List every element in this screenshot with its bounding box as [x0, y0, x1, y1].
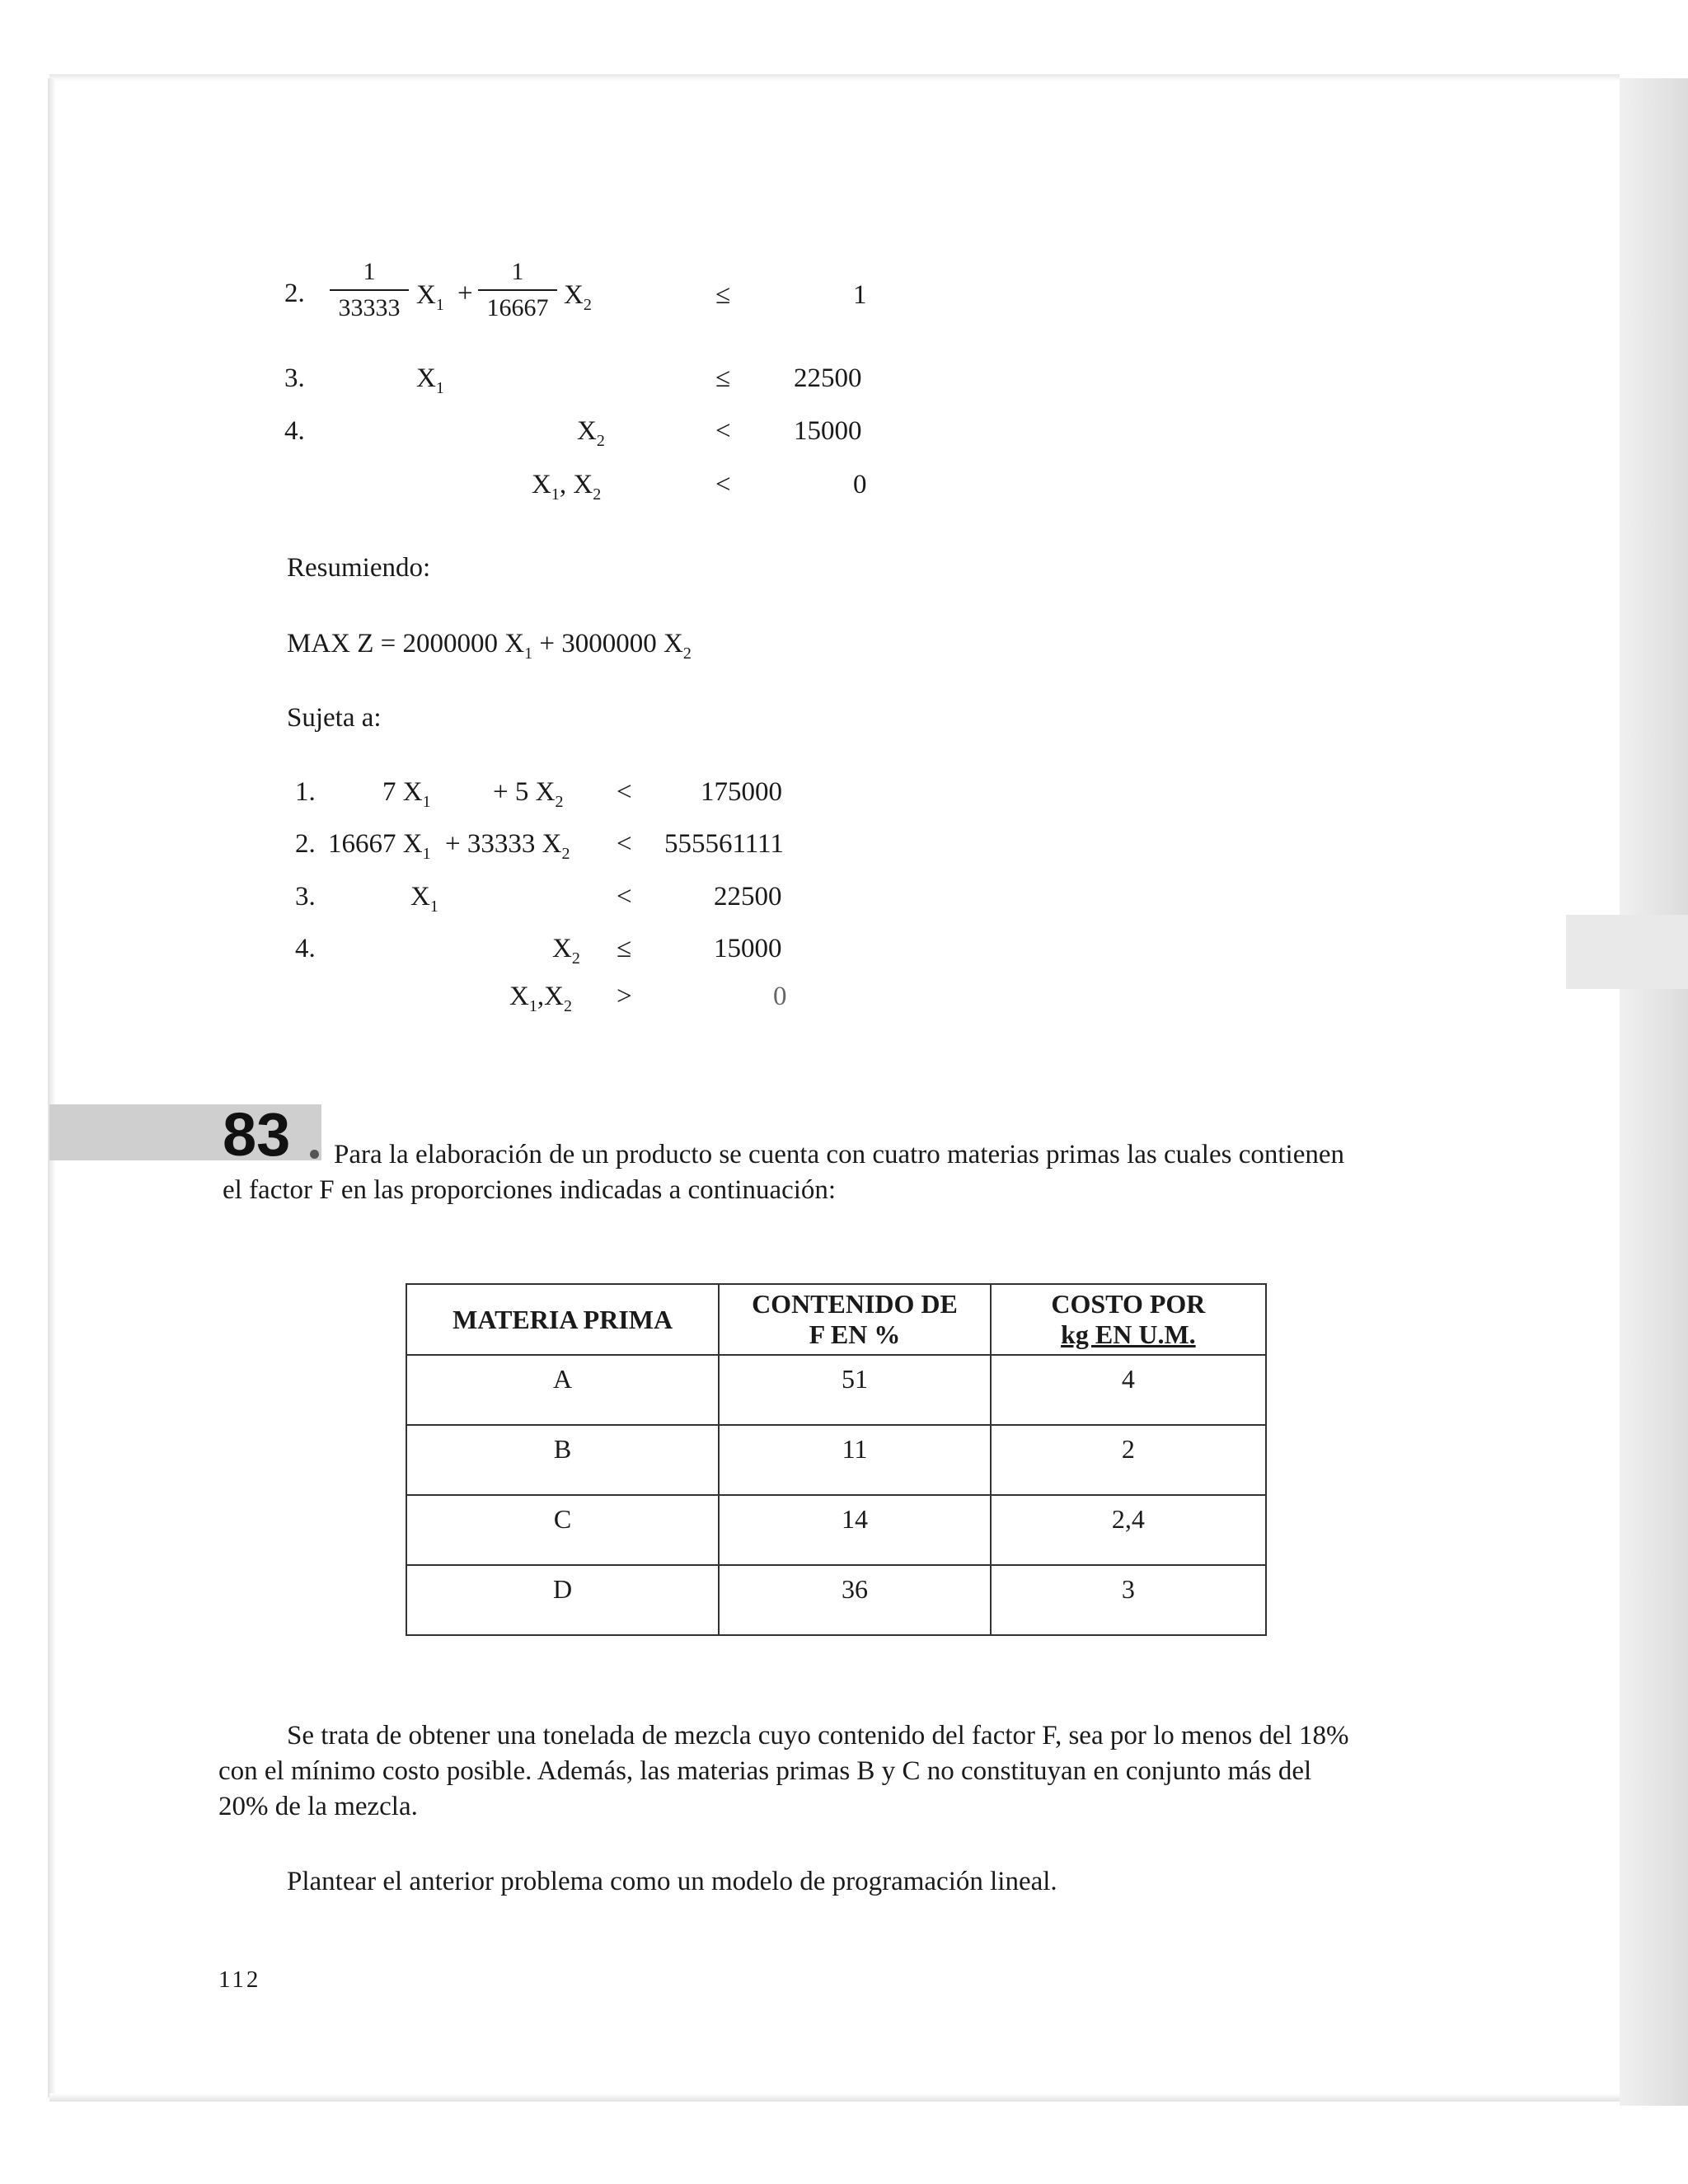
- nonneg-rhs: 0: [853, 470, 867, 499]
- nonneg-relation: <: [715, 470, 731, 499]
- table-row: [406, 1355, 1266, 1425]
- problem-statement-line-3: 20% de la mezcla.: [218, 1792, 418, 1821]
- cell-materia: C: [406, 1495, 719, 1565]
- header-contenido: CONTENIDO DE F EN %: [719, 1284, 991, 1355]
- summary-constraint-1-a: 7 $X_1$: [382, 777, 431, 811]
- constraint-4-term: $X_2$: [577, 416, 605, 450]
- objective-function: MAX Z = 2000000 $X_1 + 3000000$ $X_2$: [287, 629, 692, 663]
- summary-nonneg-rhs: 0: [773, 982, 787, 1011]
- summary-constraint-4-b: $X_2$: [552, 934, 580, 968]
- constraint-3-relation: ≤: [715, 363, 731, 393]
- summary-constraint-1-number: 1.: [295, 777, 316, 807]
- summary-constraint-4-rhs: 15000: [714, 934, 782, 963]
- summary-constraint-3-a: $X_1$: [410, 882, 438, 916]
- fraction-16667: $\frac{1}{16667}$: [478, 260, 557, 321]
- summary-constraint-1-rhs: 175000: [701, 777, 782, 807]
- cell-costo: 2,4: [991, 1495, 1266, 1565]
- summary-constraint-2-b: + 33333 $X_2$: [445, 829, 570, 863]
- summary-nonneg-relation: >: [617, 982, 632, 1011]
- constraint-3-number: 3.: [284, 363, 305, 393]
- cell-contenido: 51: [719, 1355, 991, 1425]
- summary-constraint-2-rhs: 555561111: [664, 829, 784, 859]
- summary-constraint-2-relation: <: [617, 829, 632, 859]
- summary-constraint-3-number: 3.: [295, 882, 316, 912]
- raw-materials-table: [406, 1283, 1267, 1636]
- fraction-33333: $\frac{1}{33333}$: [330, 260, 409, 321]
- problem-statement-line-2: con el mínimo costo posible. Además, las materias primas B y C no constituyan en conjunto más del: [218, 1756, 1312, 1786]
- table-row: [406, 1565, 1266, 1635]
- summary-constraint-4-number: 4.: [295, 934, 316, 963]
- cell-costo: 4: [991, 1355, 1266, 1425]
- constraint-4-rhs: 15000: [794, 416, 862, 446]
- header-materia-prima: MATERIA PRIMA: [406, 1284, 719, 1355]
- cell-costo: 2: [991, 1425, 1266, 1495]
- problem-statement-line-1: Se trata de obtener una tonelada de mezcla cuyo contenido del factor F, sea por lo menos del 18%: [287, 1721, 1349, 1750]
- bleed-through-band: [1566, 915, 1688, 989]
- summary-constraint-1-relation: <: [617, 777, 632, 807]
- summary-constraint-2-number: 2.: [295, 829, 316, 859]
- cell-materia: D: [406, 1565, 719, 1635]
- cell-contenido: 11: [719, 1425, 991, 1495]
- nonneg-lhs: $X_1$, $X_2$: [532, 470, 602, 504]
- constraint-4-number: 4.: [284, 416, 305, 446]
- table-row: [406, 1495, 1266, 1565]
- scan-shadow-right: [1620, 78, 1688, 2106]
- cell-materia: B: [406, 1425, 719, 1495]
- header-costo: COSTO POR kg EN U.M.: [991, 1284, 1266, 1355]
- problem-intro-line-1: Para la elaboración de un producto se cuenta con cuatro materias primas las cuales contienen: [334, 1140, 1344, 1169]
- summary-constraint-3-relation: <: [617, 882, 632, 912]
- problem-number-dot: [310, 1150, 319, 1159]
- constraint-2-plus: +: [457, 279, 473, 308]
- cell-costo: 3: [991, 1565, 1266, 1635]
- constraint-2-term-2: $X_2$: [564, 280, 592, 314]
- cell-contenido: 36: [719, 1565, 991, 1635]
- constraint-3-rhs: 22500: [794, 363, 862, 393]
- summary-label: Resumiendo:: [287, 553, 431, 583]
- constraint-3-term: $X_1$: [416, 363, 444, 397]
- summary-constraint-4-relation: ≤: [617, 934, 632, 963]
- cell-materia: A: [406, 1355, 719, 1425]
- cell-contenido: 14: [719, 1495, 991, 1565]
- scan-shadow-top: [49, 74, 1620, 81]
- summary-constraint-3-rhs: 22500: [714, 882, 782, 912]
- page-number: 112: [218, 1966, 261, 1993]
- summary-nonneg-lhs: $X_1,X_2$: [509, 982, 572, 1015]
- scan-shadow-left: [48, 78, 56, 2097]
- scan-shadow-bottom: [49, 2093, 1620, 2102]
- constraint-4-relation: <: [715, 416, 731, 446]
- table-header-row: [406, 1284, 1266, 1355]
- subject-to-label: Sujeta a:: [287, 703, 382, 733]
- problem-number: 83: [223, 1100, 291, 1169]
- summary-constraint-1-b: + 5 $X_2$: [493, 777, 564, 811]
- constraint-2-relation: ≤: [715, 280, 731, 310]
- problem-task: Plantear el anterior problema como un modelo de programación lineal.: [287, 1867, 1057, 1896]
- constraint-2-number: 2.: [284, 279, 305, 308]
- constraint-2-rhs: 1: [853, 280, 867, 310]
- table-row: [406, 1425, 1266, 1495]
- constraint-2-term-1: $X_1$: [416, 280, 444, 314]
- summary-constraint-2-a: 16667 $X_1$: [328, 829, 431, 863]
- problem-intro-line-2: el factor F en las proporciones indicadas a continuación:: [223, 1175, 837, 1205]
